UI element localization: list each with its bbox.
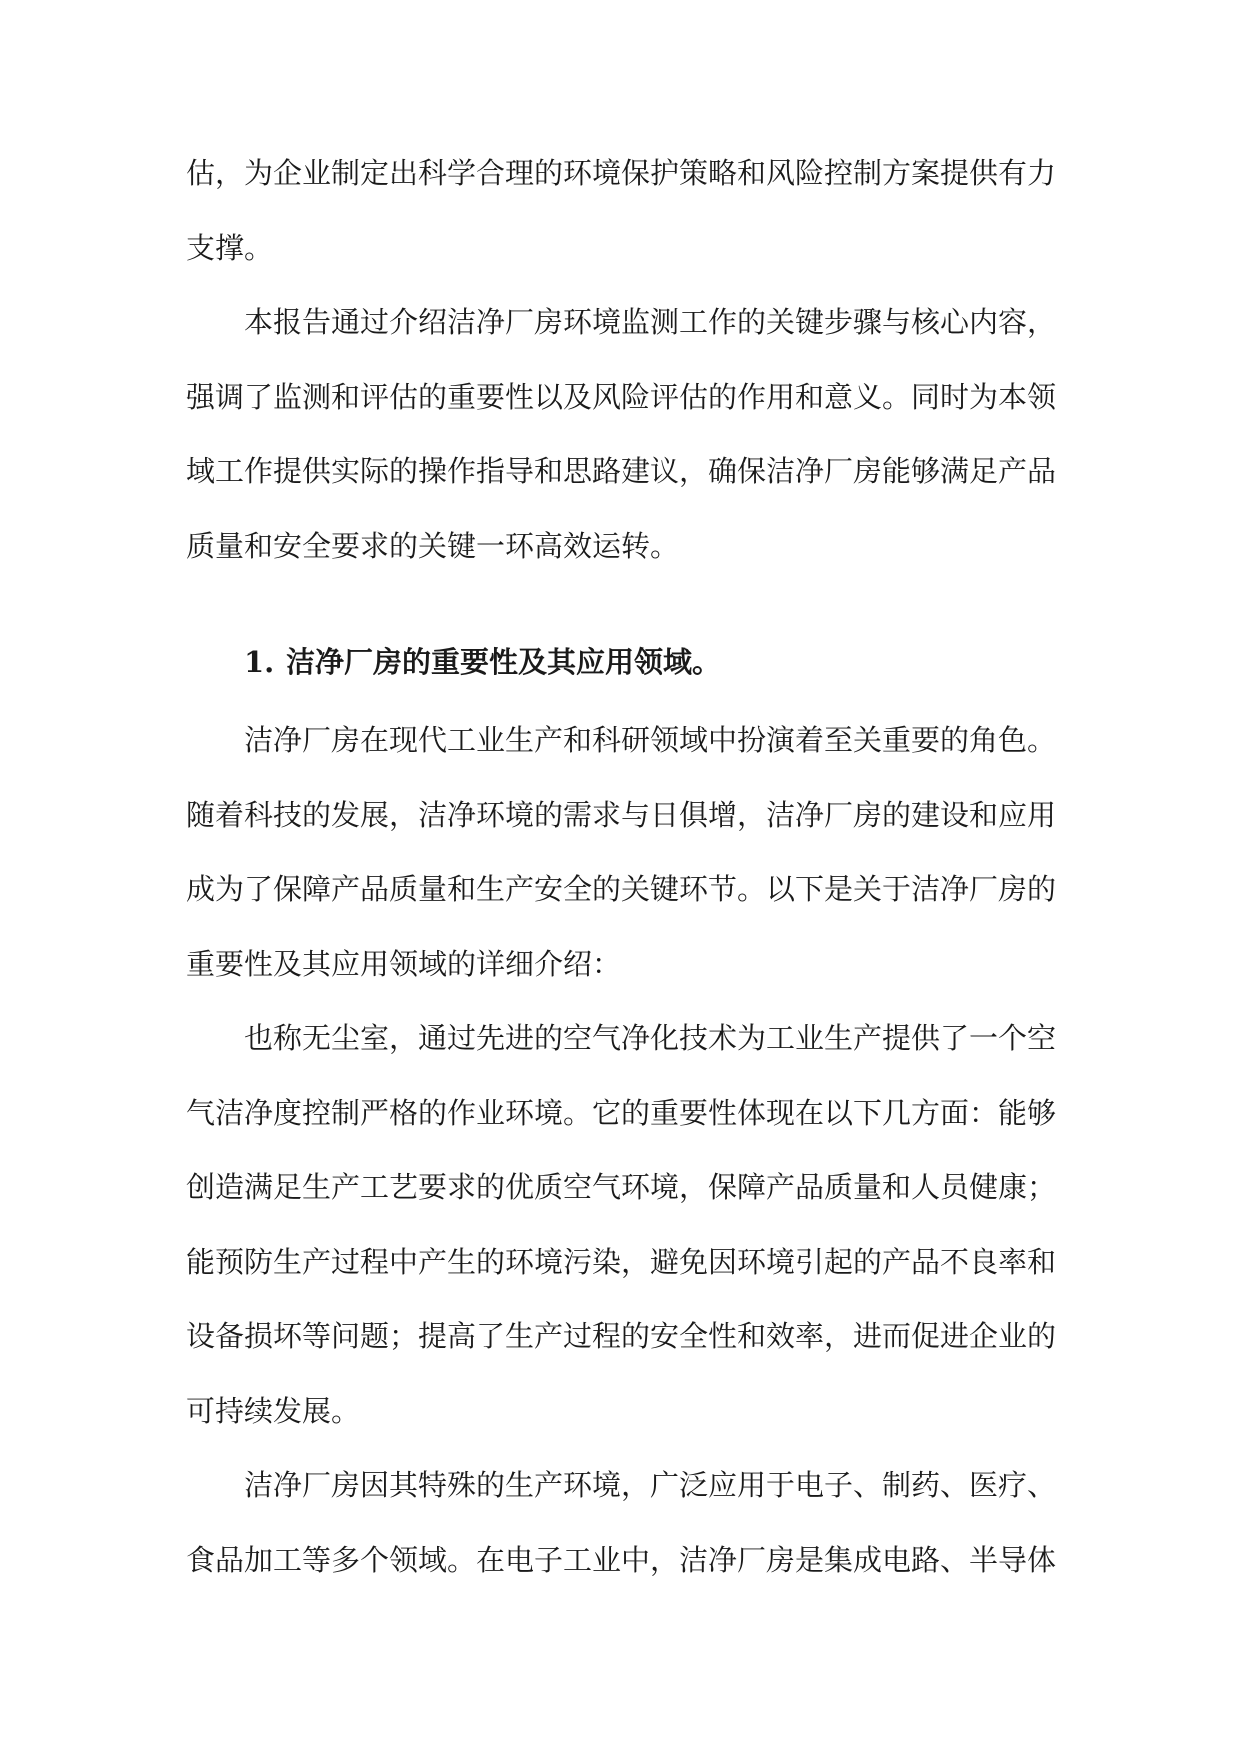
text-line: 能预防生产过程中产生的环境污染，避免因环境引起的产品不良率和 bbox=[186, 1244, 1057, 1279]
text-line: 强调了监测和评估的重要性以及风险评估的作用和意义。同时为本领 bbox=[186, 379, 1057, 414]
paragraph bbox=[186, 136, 1056, 285]
text-line: 域工作提供实际的操作指导和思路建议，确保洁净厂房能够满足产品 bbox=[186, 454, 1057, 488]
text-line: 也称无尘室，通过先进的空气净化技术为工业生产提供了一个空 bbox=[244, 1021, 1057, 1055]
section-title: 洁净厂房的重要性及其应用领域。 bbox=[286, 645, 722, 679]
text-line: 食品加工等多个领域。在电子工业中，洁净厂房是集成电路、半导体 bbox=[186, 1542, 1057, 1577]
text-line: 成为了保障产品质量和生产安全的关键环节。以下是关于洁净厂房的 bbox=[186, 872, 1057, 906]
paragraph bbox=[186, 1448, 1056, 1597]
text-line: 估，为企业制定出科学合理的环境保护策略和风险控制方案提供有力 bbox=[186, 156, 1057, 190]
paragraph bbox=[186, 703, 1056, 1001]
spacer bbox=[186, 583, 1056, 621]
text-line: 洁净厂房因其特殊的生产环境，广泛应用于电子、制药、医疗、 bbox=[244, 1468, 1057, 1502]
document-body bbox=[186, 136, 1056, 1597]
paragraph bbox=[186, 1001, 1056, 1448]
text-line: 创造满足生产工艺要求的优质空气环境，保障产品质量和人员健康； bbox=[186, 1170, 1057, 1204]
text-line: 随着科技的发展，洁净环境的需求与日俱增，洁净厂房的建设和应用 bbox=[186, 797, 1057, 832]
section-heading bbox=[186, 621, 1056, 703]
text-line: 可持续发展。 bbox=[186, 1393, 361, 1428]
section-number: 1. bbox=[244, 645, 275, 679]
text-line: 重要性及其应用领域的详细介绍： bbox=[186, 946, 622, 981]
text-line: 支撑。 bbox=[186, 230, 274, 265]
paragraph bbox=[186, 285, 1056, 583]
text-line: 洁净厂房在现代工业生产和科研领域中扮演着至关重要的角色。 bbox=[244, 723, 1057, 757]
text-line: 设备损坏等问题；提高了生产过程的安全性和效率，进而促进企业的 bbox=[186, 1319, 1057, 1353]
text-line: 气洁净度控制严格的作业环境。它的重要性体现在以下几方面：能够 bbox=[186, 1095, 1057, 1130]
text-line: 本报告通过介绍洁净厂房环境监测工作的关键步骤与核心内容， bbox=[244, 305, 1057, 339]
text-line: 质量和安全要求的关键一环高效运转。 bbox=[186, 528, 680, 563]
